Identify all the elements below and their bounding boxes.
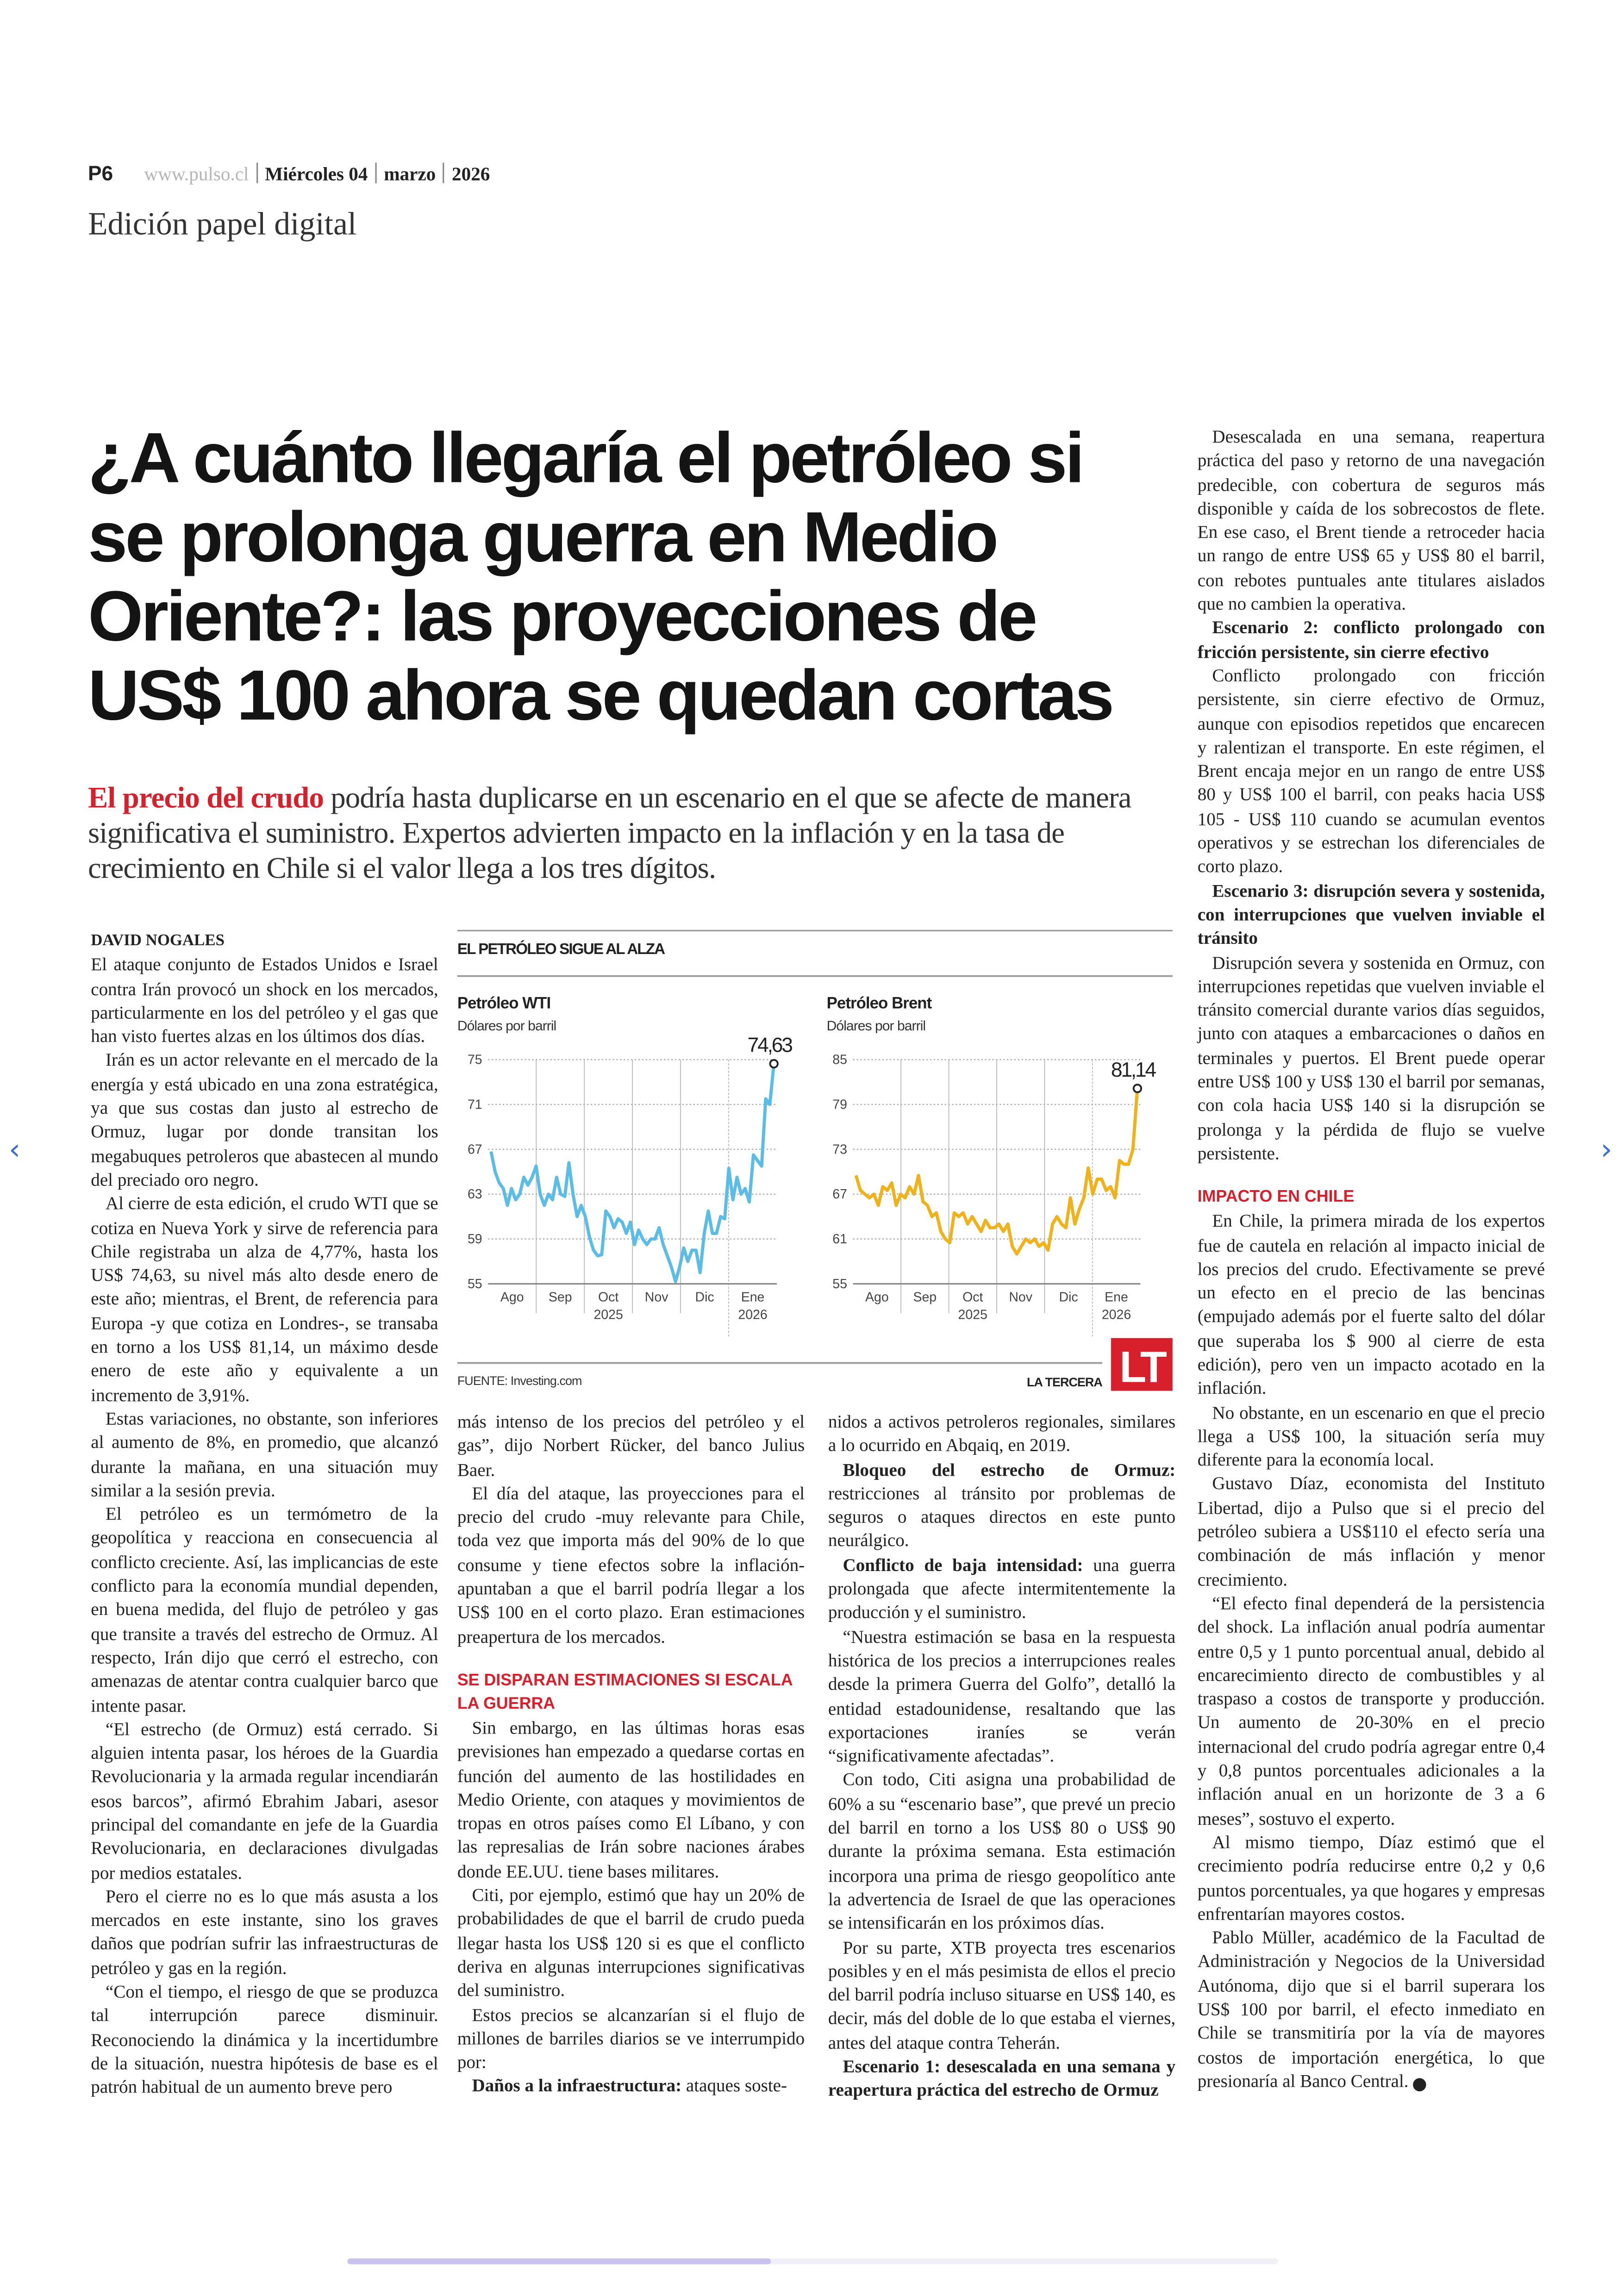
last-value-marker	[770, 1060, 777, 1067]
paragraph-text: ataques soste-	[681, 2076, 787, 2096]
last-value-label: 74,63	[747, 1034, 792, 1057]
lead-highlight: El precio del crudo	[87, 782, 324, 815]
last-value-label: 81,14	[1111, 1059, 1155, 1082]
y-tick-label: 73	[832, 1142, 848, 1157]
scenario-heading: Escenario 1: desescalada en una semana y reapertura práctica del estrecho de Ormuz	[828, 2056, 1176, 2101]
panel-title: Petróleo Brent	[826, 994, 932, 1012]
year-label: 2026	[1101, 1307, 1131, 1322]
oil-price-infographic	[457, 928, 1173, 1397]
paragraph-text: El petróleo es un termómetro de la geopolítica y reacciona en consecuencia al conflicto creciente. Así, las implicancias de este conflicto para la economía mundial dependen, en buena medida, del flujo de petróleo y gas que transite a través del estrecho de Ormuz. Al respecto, Irán dijo que cerró el estrecho, con amenazas de atentar contra cualquier barco que intente pasar.	[91, 1503, 438, 1715]
paragraph-text: Estos precios se alcanzarían si el flujo de millones de barriles diarios se ve interrumpido por:	[457, 2004, 805, 2073]
y-tick-label: 79	[832, 1097, 848, 1112]
y-tick-label: 61	[832, 1232, 848, 1247]
paragraph	[91, 1048, 438, 1192]
paragraph	[91, 1980, 438, 2100]
paragraph-text: En Chile, la primera mirada de los expertos fue de cautela en relación al impacto inicial de los precios del crudo. Efectivamente se prevé un efecto en el precio de las bencinas (empujado además por el fuerte salto del dólar que superaba los $ 900 al cierre de esta edición), pero ven un impacto acotado en la inflación.	[1197, 1210, 1545, 1399]
section-subhead: IMPACTO EN CHILE	[1197, 1189, 1355, 1207]
year-label: 2026	[738, 1307, 768, 1322]
page-number: P6	[87, 161, 113, 185]
paragraph-text: Al mismo tiempo, Díaz estimó que el crecimiento podría reducirse entre 0,2 y 0,6 puntos porcentuales, ya que hogares y empresas enfrentarían mayores costos.	[1197, 1832, 1545, 1924]
paragraph-text: “Con el tiempo, el riesgo de que se produzca tal interrupción parece disminuir. Reconociendo la dinámica y la incertidumbre de la situación, nuestra hipótesis de base es el patrón habitual de un aumento breve pero	[91, 1981, 438, 2098]
paragraph	[1198, 1472, 1545, 1591]
paragraph	[91, 1192, 438, 1407]
lead-text: podría hasta duplicarse en un escenario en el que se afecte de manera significativa el suministro. Expertos advierten impacto en la inflación y en la tasa de crecimiento en Chile si el valor llega a los tres dígitos.	[87, 782, 1131, 886]
paragraph-lead: Bloqueo del estrecho de Ormuz:	[843, 1459, 1176, 1480]
x-tick-label: Oct	[598, 1290, 619, 1305]
page-header	[88, 161, 490, 186]
x-tick-label: Nov	[1009, 1290, 1032, 1305]
y-tick-label: 55	[467, 1277, 482, 1292]
y-tick-label: 67	[832, 1187, 848, 1202]
paragraph	[457, 2074, 805, 2098]
paragraph	[828, 1768, 1175, 1935]
paragraph-text: “El estrecho (de Ormuz) está cerrado. Si alguien intenta pasar, los héroes de la Guardia Revolucionaria y la armada regular incendiarán esos barcos”, afirmó Ebrahim Jabari, asesor principal del comandante en jefe de la Guardia Revolucionaria, en declaraciones divulgadas por medios estatales.	[91, 1719, 438, 1883]
next-page-button[interactable]: ›	[1600, 1131, 1612, 1167]
paragraph	[1198, 1210, 1545, 1401]
panel-unit-label: Dólares por barril	[826, 1018, 926, 1034]
x-tick-label: Ago	[865, 1290, 889, 1305]
y-tick-label: 59	[467, 1232, 482, 1247]
paragraph-text: Gustavo Díaz, economista del Instituto Libertad, dijo a Pulso que si el precio del petróleo subiera a US$110 el efecto sería una combinación de más inflación y menor crecimiento.	[1197, 1473, 1545, 1590]
paragraph-text: El ataque conjunto de Estados Unidos e Israel contra Irán provocó un shock en los mercados, particularmente en los del petróleo y el gas que han visto fuertes alzas en los últimos dos días.	[91, 954, 438, 1047]
section-subhead: SE DISPARAN ESTIMACIONES SI ESCALA LA GUERRA	[457, 1672, 793, 1714]
x-tick-label: Sep	[913, 1290, 937, 1305]
y-tick-label: 71	[467, 1097, 482, 1112]
paragraph-text: nidos a activos petroleros regionales, similares a lo ocurrido en Abqaiq, en 2019.	[828, 1411, 1176, 1456]
paragraph	[828, 1935, 1175, 2055]
paragraph	[1198, 1591, 1545, 1830]
paragraph	[91, 1717, 438, 1884]
credit-label: LA TERCERA	[1027, 1375, 1102, 1390]
paragraph-text: “Nuestra estimación se basa en la respuesta histórica de los precios a interrupciones reales desde la primera Guerra del Golfo”, detalló la entidad estadounidense, resaltando que las exportaciones iraníes se verán “significativamente afectadas”.	[828, 1626, 1176, 1766]
y-tick-label: 75	[467, 1052, 482, 1067]
x-tick-label: Ago	[500, 1290, 524, 1305]
paragraph	[1198, 664, 1545, 879]
paragraph	[457, 1482, 805, 1649]
y-tick-label: 63	[467, 1187, 482, 1202]
paragraph	[91, 1884, 438, 1980]
paragraph	[91, 1503, 438, 1717]
paragraph	[457, 1716, 805, 1883]
x-tick-label: Dic	[695, 1290, 714, 1305]
y-tick-label: 55	[832, 1277, 848, 1292]
paragraph	[828, 1553, 1175, 1625]
paragraph-text: Desescalada en una semana, reapertura práctica del paso y retorno de una navegación predecible, con cobertura de seguros más disponible y caída de los sobrecostos de flete. En ese caso, el Brent tiende a retroceder hacia un rango de entre US$ 65 y US$ 80 el barril, con rebotes puntuales ante titulares aislados que no cambien la operativa.	[1197, 426, 1545, 614]
y-tick-label: 85	[832, 1052, 848, 1067]
paragraph	[1198, 1400, 1545, 1472]
chart-title: EL PETRÓLEO SIGUE AL ALZA	[457, 941, 665, 958]
paragraph	[1198, 1926, 1545, 2093]
byline: DAVID NOGALES	[91, 932, 225, 950]
paragraph-text: No obstante, en un escenario en que el precio llega a US$ 100, la situación sería muy diferente para la economía local.	[1197, 1402, 1545, 1471]
divider	[375, 162, 376, 183]
paragraph-text: Por su parte, XTB proyecta tres escenarios posibles y en el más pesimista de ellos el precio del barril podría incluso situarse en US$ 140, es decir, más del doble de lo que estaba el viernes, antes del ataque contra Teherán.	[828, 1937, 1176, 2053]
header-month: marzo	[384, 162, 436, 185]
paragraph-text: Pero el cierre no es lo que más asusta a los mercados en este instante, sino los graves daños que podrían sufrir las infraestructuras de petróleo y gas en la región.	[91, 1886, 438, 1978]
site-url[interactable]: www.pulso.cl	[144, 162, 249, 185]
paragraph	[457, 2003, 805, 2075]
paragraph-text: Con todo, Citi asigna una probabilidad de 60% a su “escenario base”, que prevé un precio del barril en torno a los US$ 80 o US$ 90 durante la próxima semana. Esta estimación incorpora una prima de riesgo geopolítico ante la advertencia de Israel de que las operaciones se intensificarán en los próximos días.	[828, 1769, 1176, 1933]
paragraph-text: Irán es un actor relevante en el mercado de la energía y está ubicado en una zona estratégica, ya que sus costas dan justo al estrecho de Ormuz, lugar por donde transitan los megabuques petroleros que abastecen al mundo del preciado oro negro.	[91, 1050, 438, 1190]
x-tick-label: Dic	[1059, 1290, 1078, 1305]
article-column-3	[828, 1410, 1175, 2102]
x-tick-label: Ene	[1105, 1290, 1128, 1305]
paragraph	[828, 1458, 1175, 1553]
panel-unit-label: Dólares por barril	[457, 1018, 556, 1034]
y-tick-label: 67	[467, 1142, 482, 1157]
paragraph-text: Estas variaciones, no obstante, son inferiores al aumento de 8%, en promedio, que alcanzó durante la mañana, en una situación muy similar a la sesión previa.	[91, 1408, 438, 1501]
paragraph	[828, 1410, 1175, 1458]
year-label: 2025	[593, 1307, 623, 1322]
x-tick-label: Sep	[548, 1290, 572, 1305]
paragraph	[91, 1407, 438, 1502]
paragraph-text: Conflicto prolongado con fricción persistente, sin cierre efectivo de Ormuz, aunque con episodios repetidos que encarecen y ralentizan el transporte. En este régimen, el Brent encaja mejor en un rango de entre US$ 80 y US$ 100 el barril, con peaks hacia US$ 105 - US$ 110 cuando se acumulan eventos operativos y se estrechan los diferenciales de corto plazo.	[1197, 665, 1545, 877]
scrollbar-thumb[interactable]	[347, 2258, 771, 2264]
paragraph	[457, 1410, 805, 1482]
paragraph	[1198, 950, 1545, 1165]
edition-label: Edición papel digital	[87, 205, 357, 242]
paragraph-text: Citi, por ejemplo, estimó que hay un 20% de probabilidades de que el barril de crudo pueda llegar hasta los US$ 120 si es que el conflicto deriva en algunas interrupciones significativas del suministro.	[457, 1884, 805, 2001]
paragraph	[457, 1883, 805, 2003]
panel-title: Petróleo WTI	[457, 994, 551, 1012]
paragraph	[828, 1625, 1175, 1768]
headline: ¿A cuánto llegaría el petróleo si se prolonga guerra en Medio Oriente?: las proyecciones de US$ 100 ahora se quedan cortas	[87, 419, 1112, 736]
paragraph	[1198, 1830, 1545, 1926]
scenario-heading: Escenario 3: disrupción severa y sostenida, con interrupciones que vuelven inviable el tránsito	[1197, 880, 1545, 949]
x-tick-label: Oct	[962, 1290, 983, 1305]
article-column-2	[457, 1410, 805, 2098]
source-label: FUENTE: Investing.com	[457, 1373, 582, 1388]
lead-paragraph	[88, 781, 1180, 887]
header-day: Miércoles 04	[265, 162, 368, 185]
end-mark-icon: P	[1413, 2078, 1426, 2091]
paragraph-text: “El efecto final dependerá de la persistencia del shock. La inflación anual podría aumentar entre 0,5 y 1 punto porcentual anual, debido al encarecimiento directo de combustibles y al traspaso a costos de transporte y producción. Un aumento de 20-30% en el precio internacional del crudo podría agregar entre 0,4 y 0,8 puntos porcentuales adicionales a la inflación anual en un horizonte de 3 a 6 meses”, sostuvo el experto.	[1197, 1593, 1545, 1829]
paragraph	[91, 953, 438, 1048]
paragraph-text: más intenso de los precios del petróleo y el gas”, dijo Norbert Rücker, del banco Julius Baer.	[457, 1411, 805, 1480]
paragraph-text: una guerra prolongada que afecte intermitentemente la producción y el suministro.	[828, 1554, 1176, 1623]
paragraph	[1198, 425, 1545, 616]
paragraph-text: Al cierre de esta edición, el crudo WTI que se cotiza en Nueva York y sirve de referencia para Chile registraba un alza de 4,77%, hasta los US$ 74,63, su nivel más alto desde enero de este año; mientras, el Brent, de referencia para Europa -y que cotiza en Londres-, se transaba en torno a los US$ 81,14, un máximo desde enero de este año y equivalente a un incremento de 3,91%.	[91, 1193, 438, 1405]
paragraph-lead: Daños a la infraestructura:	[472, 2076, 682, 2096]
article-column-1	[91, 929, 438, 2099]
scenario-heading: Escenario 2: conflicto prolongado con fricción persistente, sin cierre efectivo	[1197, 617, 1545, 662]
article-column-4	[1198, 425, 1545, 2093]
paragraph-text: Sin embargo, en las últimas horas esas previsiones han empezado a quedarse cortas en función del aumento de las hostilidades en Medio Oriente, con ataques y movimientos de tropas en otros países como El Líbano, y con las represalias de Irán sobre naciones árabes donde EE.UU. tiene bases militares.	[457, 1717, 805, 1882]
divider	[443, 162, 444, 183]
x-tick-label: Ene	[741, 1290, 765, 1305]
paragraph-text: Disrupción severa y sostenida en Ormuz, con interrupciones repetidas que vuelven inviable el tránsito comercial durante varios días seguidos, junto con ataques a embarcaciones o daños en terminales y puertos. El Brent puede operar entre US$ 100 y US$ 130 el barril por semanas, con cola hacia US$ 140 si la disrupción se prolonga y la pérdida de flujo se vuelve persistente.	[1197, 952, 1545, 1164]
prev-page-button[interactable]: ‹	[8, 1131, 21, 1167]
header-year: 2026	[452, 162, 490, 185]
paragraph-text: restricciones al tránsito por problemas de seguros o ataques directos en este punto neurálgico.	[828, 1483, 1176, 1552]
divider	[256, 162, 257, 183]
x-tick-label: Nov	[644, 1290, 668, 1305]
paragraph-text: El día del ataque, las proyecciones para el precio del crudo -muy relevante para Chile, toda vez que importa más del 90% de lo que consume y tiene efectos sobre la inflación- apuntaban a que el barril podría llegar a los US$ 100 en el corto plazo. Eran estimaciones preapertura de los mercados.	[457, 1483, 805, 1647]
logo-text: LT	[1119, 1342, 1164, 1392]
paragraph-text: Pablo Müller, académico de la Facultad de Administración y Negocios de la Universidad Autónoma, dijo que si el barril superara los US$ 100 por barril, el efecto inmediato en Chile se transmitiría por la vía de mayores costos de importación energética, lo que presionaría al Banco Central.	[1197, 1927, 1545, 2091]
year-label: 2025	[958, 1307, 987, 1322]
paragraph-lead: Conflicto de baja intensidad:	[843, 1554, 1083, 1575]
last-value-marker	[1134, 1085, 1141, 1092]
